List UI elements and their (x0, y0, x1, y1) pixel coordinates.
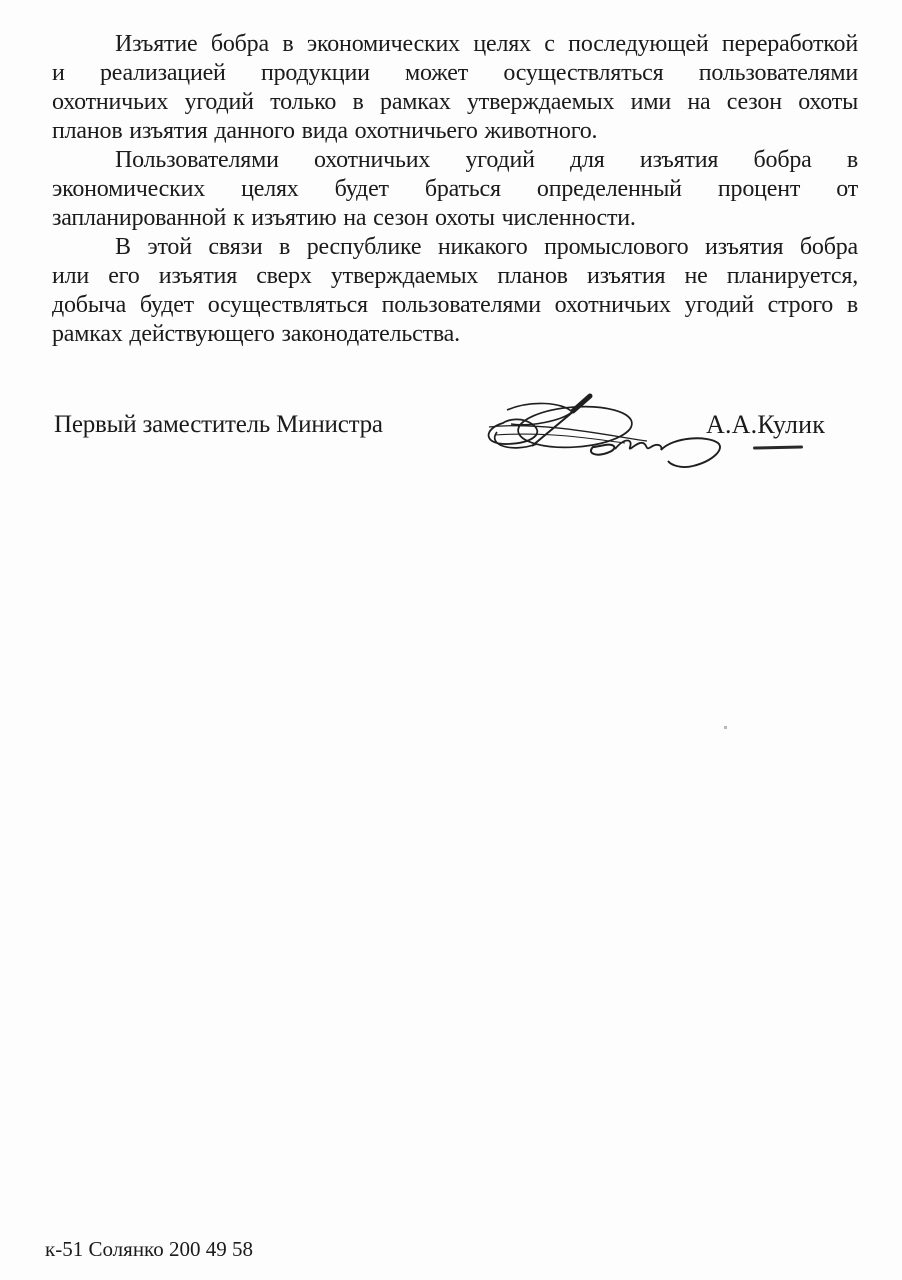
paragraph-line: рамках действующего законодательства. (52, 321, 460, 347)
signature-underline-dash (753, 445, 803, 449)
footer-reference: к-51 Солянко 200 49 58 (45, 1237, 253, 1261)
signature-title: Первый заместитель Министра (54, 411, 383, 438)
paragraph-line: добыча будет осуществляться пользователями охотничьих угодий строго в (52, 292, 858, 318)
paragraph-line: Изъятие бобра в экономических целях с последующей переработкой (115, 31, 858, 57)
paragraph-line: или его изъятия сверх утверждаемых планов изъятия не планируется, (52, 263, 858, 289)
paragraph-line: В этой связи в республике никакого промыслового изъятия бобра (115, 234, 858, 260)
scan-artifact-dot (724, 726, 727, 729)
paragraph-line: экономических целях будет браться определенный процент от (52, 176, 858, 202)
paragraph-line: и реализацией продукции может осуществляться пользователями (52, 60, 858, 86)
paragraph-line: охотничьих угодий только в рамках утверждаемых ими на сезон охоты (52, 89, 858, 115)
paragraph-line: Пользователями охотничьих угодий для изъятия бобра в (115, 147, 858, 173)
signature-name: А.А.Кулик (706, 410, 826, 439)
paragraph-line: планов изъятия данного вида охотничьего животного. (52, 118, 598, 144)
paragraph-line: запланированной к изъятию на сезон охоты численности. (52, 205, 636, 231)
handwritten-signature-icon (475, 383, 730, 478)
letter-body (52, 30, 858, 349)
